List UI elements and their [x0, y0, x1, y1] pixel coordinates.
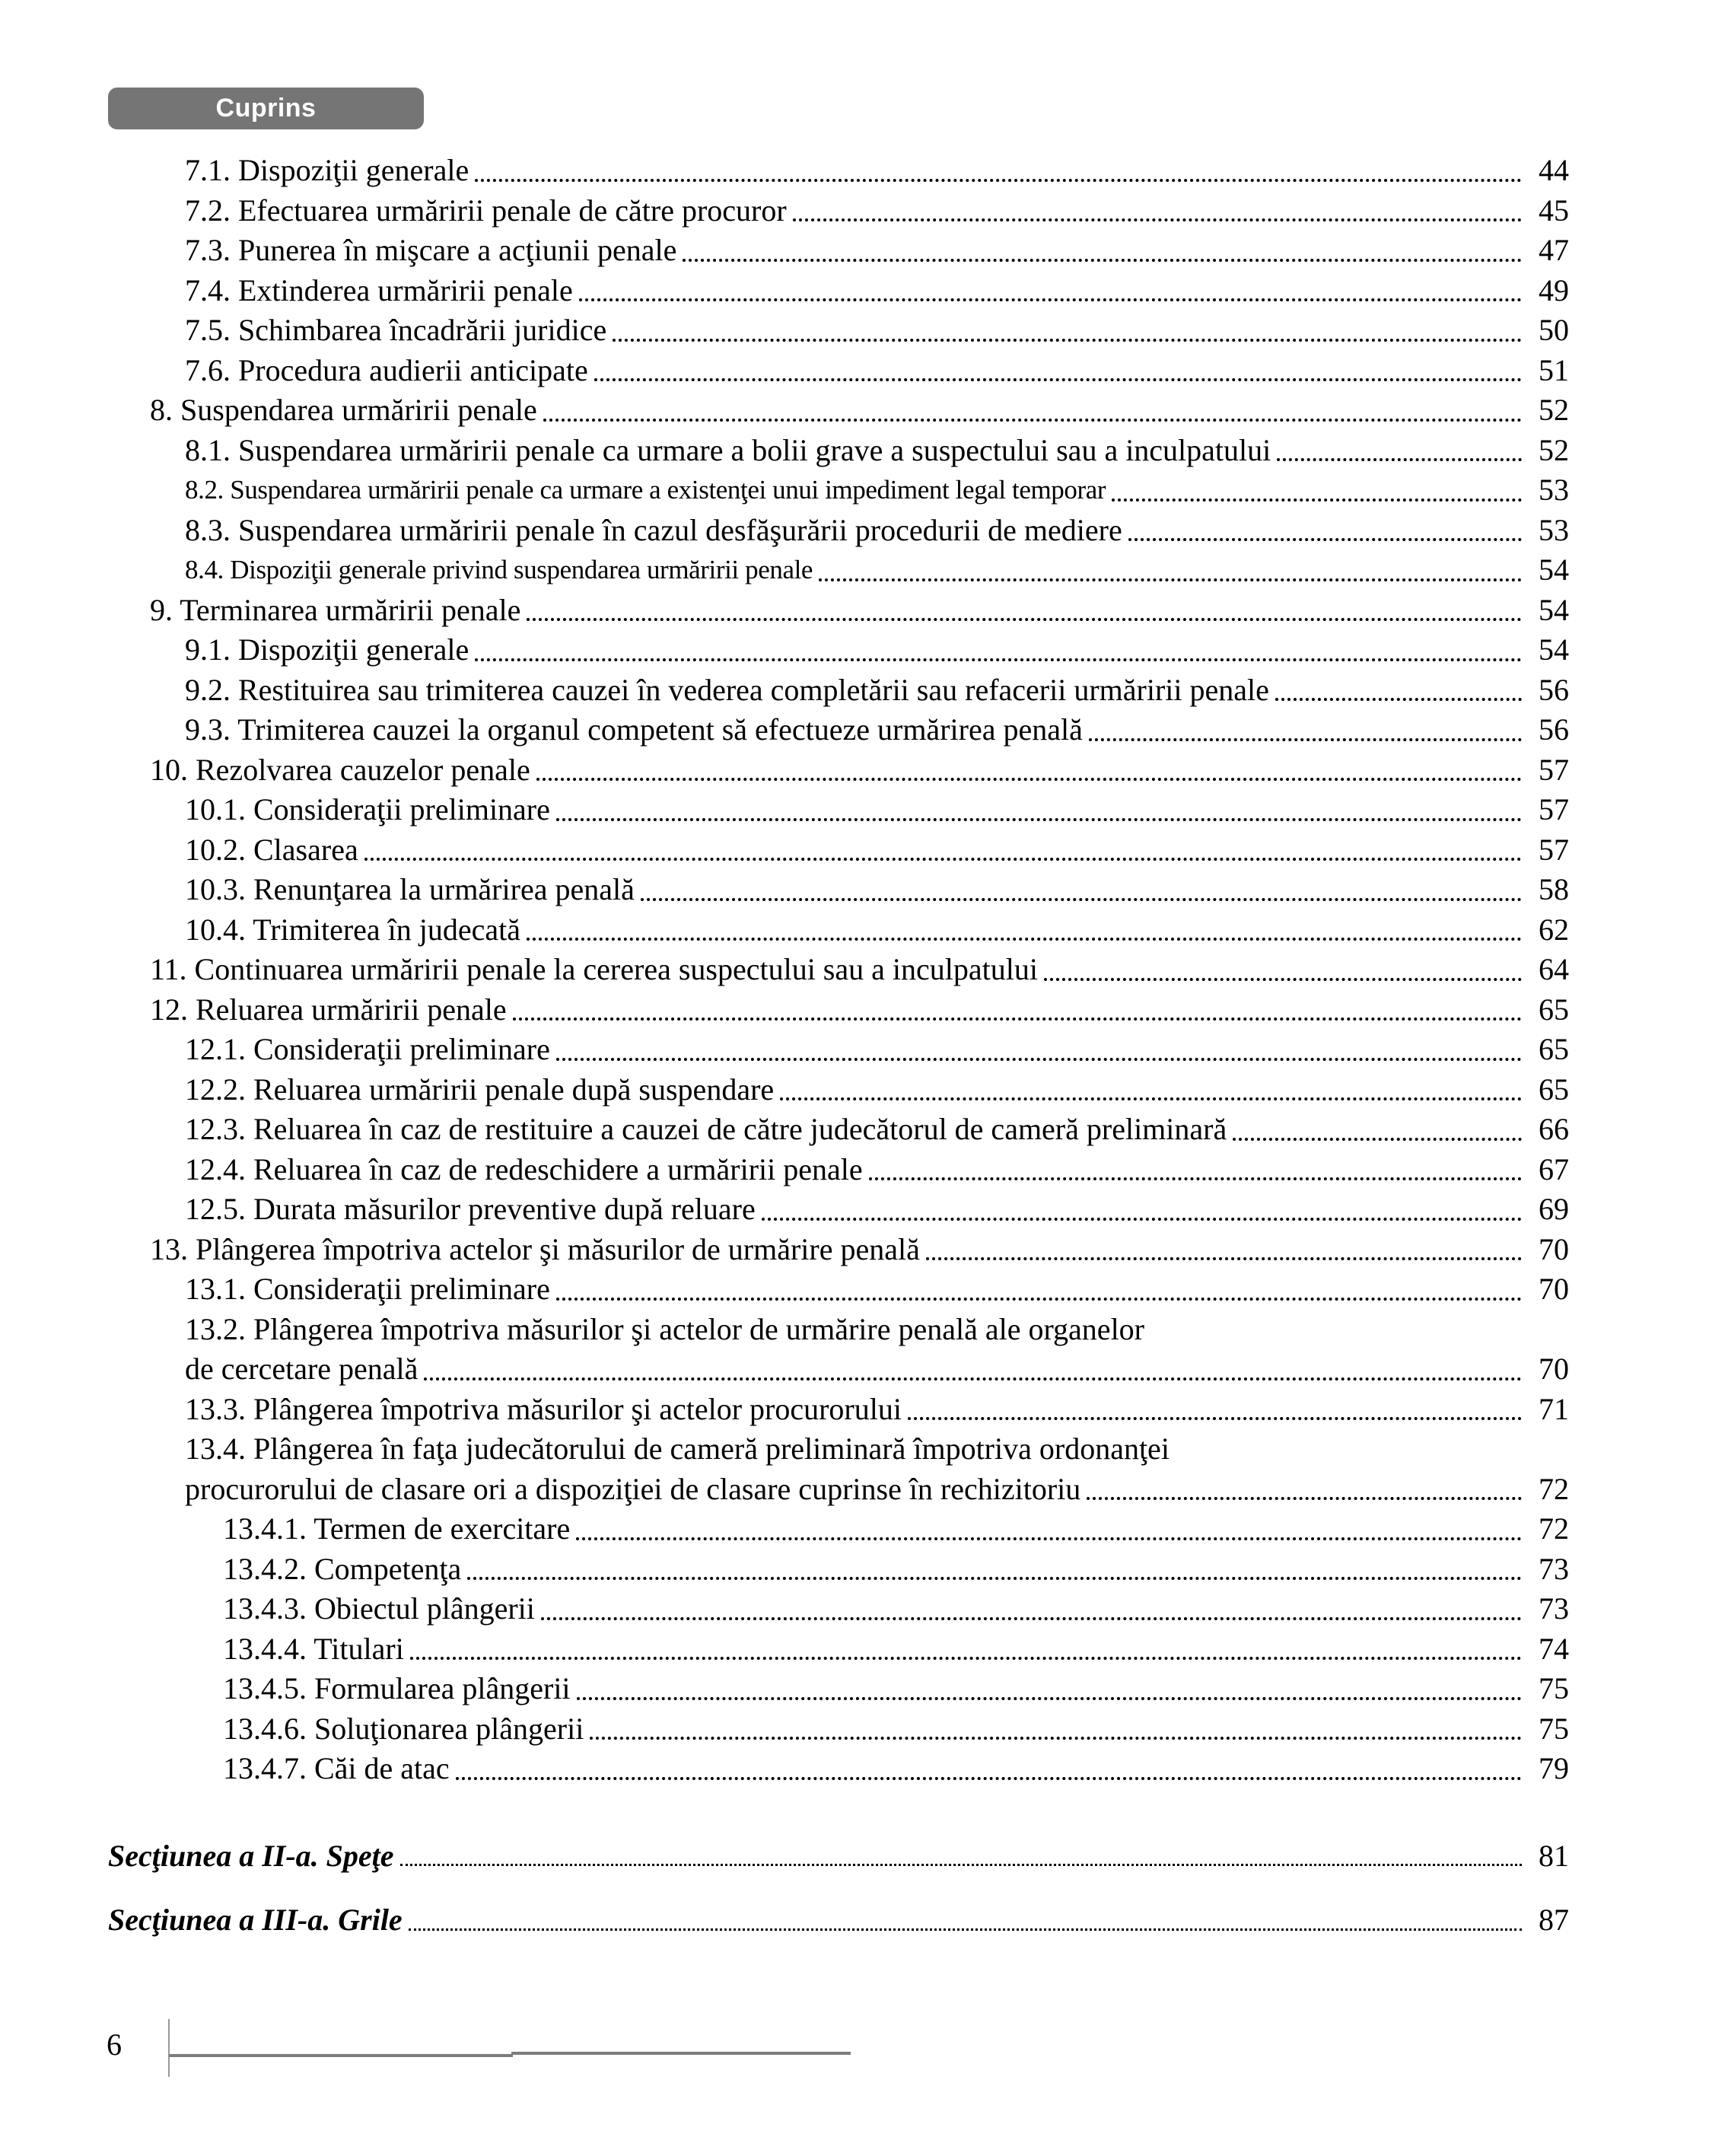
toc-entry — [150, 950, 1569, 990]
dot-leader — [475, 179, 1522, 182]
toc-section-heading-label: Secţiunea a II-a. Speţe — [108, 1838, 394, 1873]
toc-entry-label: 8.4. Dispoziţii generale privind suspendarea urmăririi penale — [185, 555, 813, 584]
toc-entry-page-number: 47 — [1539, 233, 1569, 267]
toc-entry — [185, 550, 1569, 591]
toc-entry — [150, 1230, 1569, 1270]
toc-entry-page-number: 54 — [1539, 553, 1569, 587]
dot-leader — [641, 898, 1522, 901]
dot-leader — [424, 1377, 1522, 1381]
dot-leader — [527, 938, 1522, 941]
toc-entry — [223, 1589, 1569, 1629]
toc-entry — [185, 311, 1569, 351]
toc-entry-label: 13.3. Plângerea împotriva măsurilor şi actelor procurorului — [185, 1391, 902, 1426]
toc-entry — [185, 1110, 1569, 1150]
toc-entry-page-number: 51 — [1539, 352, 1569, 387]
toc-entry-label: 12.4. Reluarea în caz de redeschidere a urmăririi penale — [185, 1151, 863, 1186]
contents-tab-label: Cuprins — [215, 94, 317, 123]
toc-entry — [185, 870, 1569, 910]
toc-entry-label: de cercetare penală — [185, 1352, 418, 1386]
toc-entry-label: 12.3. Reluarea în caz de restituire a cauzei de către judecătorul de cameră preliminară — [185, 1112, 1227, 1146]
toc-entry-page-number: 50 — [1539, 313, 1569, 347]
toc-entry-page-number: 70 — [1539, 1231, 1569, 1266]
toc-entry — [185, 1030, 1569, 1070]
toc-entry — [185, 670, 1569, 711]
toc-entry-page-number: 79 — [1539, 1751, 1569, 1785]
toc-entry — [185, 191, 1569, 231]
dot-leader — [1044, 978, 1522, 981]
toc-entry — [185, 470, 1569, 511]
toc-entry-page-number: 66 — [1539, 1112, 1569, 1146]
toc-entry-page-number: 74 — [1539, 1631, 1569, 1666]
dot-leader — [364, 858, 1522, 861]
footer-page-number: 6 — [107, 2027, 122, 2062]
toc-entry-page-number: 58 — [1539, 872, 1569, 906]
toc-entry-page-number: 64 — [1539, 952, 1569, 986]
toc-entry-label: 7.2. Efectuarea urmăririi penale de către procuror — [185, 193, 787, 228]
toc-entry — [185, 630, 1569, 670]
toc-entry — [150, 591, 1569, 631]
toc-entry — [185, 511, 1569, 551]
toc-entry-label: 13.4.4. Titulari — [223, 1631, 404, 1666]
dot-leader — [926, 1257, 1522, 1260]
toc-entry — [223, 1749, 1569, 1789]
toc-entry-page-number: 65 — [1539, 992, 1569, 1027]
dot-leader — [1275, 698, 1522, 701]
toc-entry — [223, 1509, 1569, 1549]
toc-entry-label: 9. Terminarea urmăririi penale — [150, 592, 521, 627]
toc-entry — [185, 231, 1569, 271]
toc-entry — [185, 1150, 1569, 1190]
toc-entry — [185, 1189, 1569, 1230]
dot-leader — [1128, 538, 1522, 541]
dot-leader — [579, 298, 1522, 301]
contents-tab — [108, 88, 424, 129]
toc-entry-page-number: 65 — [1539, 1032, 1569, 1066]
dot-leader — [683, 259, 1522, 262]
dot-leader — [536, 778, 1522, 781]
toc-entry-page-number: 45 — [1539, 193, 1569, 228]
toc-entry — [223, 1629, 1569, 1670]
toc-entry-page-number: 53 — [1539, 512, 1569, 547]
dot-leader — [762, 1218, 1522, 1221]
footer-horizontal-rule-left — [169, 2054, 513, 2057]
toc-entry-label: 13.4. Plângerea în faţa judecătorului de cameră preliminară împotriva ordonanţei — [185, 1431, 1170, 1466]
toc-entry-label: 7.1. Dispoziţii generale — [185, 153, 469, 187]
dot-leader — [577, 1697, 1522, 1700]
toc-entry-page-number: 54 — [1539, 592, 1569, 627]
toc-entry-label: 13.4.2. Competenţa — [223, 1551, 462, 1586]
toc-entry-page-number: 71 — [1539, 1391, 1569, 1426]
toc-entry-label: 9.1. Dispoziţii generale — [185, 632, 469, 667]
toc-entry-label: 8.1. Suspendarea urmăririi penale ca urmare a bolii grave a suspectului sau a inculpatului — [185, 432, 1271, 467]
dot-leader — [556, 818, 1522, 821]
toc-entry — [185, 790, 1569, 830]
toc-entry-label: 10.2. Clasarea — [185, 832, 358, 867]
dot-leader — [590, 1737, 1522, 1740]
toc-entry-label: 12.1. Consideraţii preliminare — [185, 1032, 550, 1066]
toc-entry-label: 13. Plângerea împotriva actelor şi măsurilor de urmărire penală — [150, 1231, 920, 1266]
dot-leader — [409, 1928, 1522, 1931]
toc-entry-page-number: 49 — [1539, 272, 1569, 307]
dot-leader — [576, 1537, 1522, 1540]
dot-leader — [819, 578, 1522, 581]
toc-entry-label: 8.2. Suspendarea urmăririi penale ca urmare a existenţei unui impediment legal temporar — [185, 475, 1106, 505]
toc-entry-label: 9.2. Restituirea sau trimiterea cauzei în vederea completării sau refacerii urmăririi penale — [185, 672, 1269, 707]
toc-entry — [185, 271, 1569, 311]
toc-entry — [185, 1470, 1569, 1510]
toc-entry-label: 11. Continuarea urmăririi penale la cererea suspectului sau a inculpatului — [150, 952, 1038, 986]
toc-entry — [185, 1269, 1569, 1310]
toc-entry-label: 13.4.3. Obiectul plângerii — [223, 1591, 535, 1626]
toc-entry-label: 10. Rezolvarea cauzelor penale — [150, 752, 530, 787]
toc-section-heading — [108, 1836, 1569, 1877]
toc-entry — [185, 910, 1569, 951]
toc-entry-label: 13.1. Consideraţii preliminare — [185, 1272, 550, 1306]
toc-entry-label: 10.3. Renunţarea la urmărirea penală — [185, 872, 635, 906]
dot-leader — [556, 1298, 1522, 1301]
toc-section-heading-page-number: 81 — [1539, 1838, 1569, 1873]
toc-entry — [223, 1709, 1569, 1750]
toc-section-heading — [108, 1900, 1569, 1941]
toc-entry-label: 13.4.6. Soluţionarea plângerii — [223, 1711, 584, 1746]
toc-entry-page-number: 65 — [1539, 1072, 1569, 1107]
toc-entry-label: 12.5. Durata măsurilor preventive după reluare — [185, 1192, 756, 1226]
toc-entry — [185, 1310, 1569, 1350]
toc-entry-page-number: 44 — [1539, 153, 1569, 187]
dot-leader — [1277, 458, 1522, 461]
dot-leader — [467, 1577, 1522, 1580]
toc-entry — [185, 1429, 1569, 1470]
dot-leader — [1233, 1138, 1522, 1141]
toc-entry — [223, 1549, 1569, 1590]
toc-entry-page-number: 72 — [1539, 1471, 1569, 1506]
toc-entry-label: 7.4. Extinderea urmăririi penale — [185, 272, 573, 307]
dot-leader — [410, 1657, 1522, 1660]
toc-entry-page-number: 67 — [1539, 1151, 1569, 1186]
toc-entry — [150, 390, 1569, 431]
toc-entry-page-number: 54 — [1539, 632, 1569, 667]
toc-entry-label: procurorului de clasare ori a dispoziţiei de clasare cuprinse în rechizitoriu — [185, 1471, 1081, 1506]
toc-entry-label: 8.3. Suspendarea urmăririi penale în cazul desfăşurării procedurii de mediere — [185, 512, 1122, 547]
toc-entry — [185, 1390, 1569, 1430]
toc-entry-page-number: 73 — [1539, 1551, 1569, 1586]
toc-entry — [185, 710, 1569, 750]
toc-entry-label: 8. Suspendarea urmăririi penale — [150, 393, 537, 427]
toc-entry-page-number: 57 — [1539, 832, 1569, 867]
dot-leader — [613, 339, 1522, 342]
dot-leader — [780, 1097, 1522, 1100]
dot-leader — [456, 1777, 1522, 1780]
toc-entry — [150, 750, 1569, 791]
toc-entry-page-number: 56 — [1539, 712, 1569, 747]
toc-entry — [185, 151, 1569, 191]
dot-leader — [556, 1058, 1522, 1061]
toc-entry-page-number: 62 — [1539, 912, 1569, 947]
toc-entry — [150, 990, 1569, 1030]
dot-leader — [513, 1017, 1522, 1021]
toc-entry-page-number: 73 — [1539, 1591, 1569, 1626]
dot-leader — [793, 218, 1522, 221]
toc-entry — [185, 1070, 1569, 1110]
dot-leader — [869, 1177, 1522, 1180]
toc-entry — [185, 1349, 1569, 1390]
toc-entry-page-number: 57 — [1539, 752, 1569, 787]
dot-leader — [908, 1417, 1522, 1420]
toc-entry-label: 13.4.5. Formularea plângerii — [223, 1671, 571, 1705]
toc-entry-page-number: 52 — [1539, 393, 1569, 427]
dot-leader — [400, 1864, 1522, 1866]
toc-section-heading-page-number: 87 — [1539, 1903, 1569, 1937]
toc-entry-label: 13.2. Plângerea împotriva măsurilor şi actelor de urmărire penală ale organelor — [185, 1311, 1144, 1346]
toc-entry-page-number: 75 — [1539, 1671, 1569, 1705]
dot-leader — [475, 658, 1522, 661]
dot-leader — [543, 419, 1522, 422]
toc-entry-label: 13.4.1. Termen de exercitare — [223, 1511, 571, 1546]
toc-section-heading-label: Secţiunea a III-a. Grile — [108, 1903, 403, 1937]
toc-entry-page-number: 53 — [1539, 473, 1569, 507]
toc-entry-page-number: 75 — [1539, 1711, 1569, 1746]
toc-entry-label: 7.3. Punerea în mişcare a acţiunii penale — [185, 233, 677, 267]
toc-entry — [185, 351, 1569, 391]
dot-leader — [541, 1617, 1522, 1620]
toc-entry-page-number: 70 — [1539, 1352, 1569, 1386]
toc-entry-page-number: 56 — [1539, 672, 1569, 707]
toc-entry-label: 10.1. Consideraţii preliminare — [185, 792, 550, 826]
toc-entry-label: 12. Reluarea urmăririi penale — [150, 992, 507, 1027]
dot-leader — [594, 378, 1522, 381]
dot-leader — [1089, 738, 1522, 741]
footer-horizontal-rule-right — [511, 2052, 851, 2055]
toc-entry-label: 7.5. Schimbarea încadrării juridice — [185, 313, 607, 347]
toc-entry-label: 10.4. Trimiterea în judecată — [185, 912, 521, 947]
dot-leader — [1087, 1497, 1522, 1500]
toc-entry-page-number: 69 — [1539, 1192, 1569, 1226]
toc-entry — [223, 1669, 1569, 1709]
table-of-contents — [0, 151, 1569, 1941]
toc-entry-label: 7.6. Procedura audierii anticipate — [185, 352, 588, 387]
toc-entry-label: 13.4.7. Căi de atac — [223, 1751, 450, 1785]
toc-entry-label: 12.2. Reluarea urmăririi penale după suspendare — [185, 1072, 775, 1107]
toc-entry — [185, 830, 1569, 871]
toc-entry-page-number: 57 — [1539, 792, 1569, 826]
footer-vertical-rule — [168, 2019, 170, 2077]
toc-entry-page-number: 70 — [1539, 1272, 1569, 1306]
dot-leader — [527, 618, 1522, 621]
dot-leader — [1112, 498, 1522, 502]
toc-entry — [185, 431, 1569, 471]
toc-entry-label: 9.3. Trimiterea cauzei la organul competent să efectueze urmărirea penală — [185, 712, 1083, 747]
toc-entry-page-number: 72 — [1539, 1511, 1569, 1546]
toc-entry-page-number: 52 — [1539, 432, 1569, 467]
